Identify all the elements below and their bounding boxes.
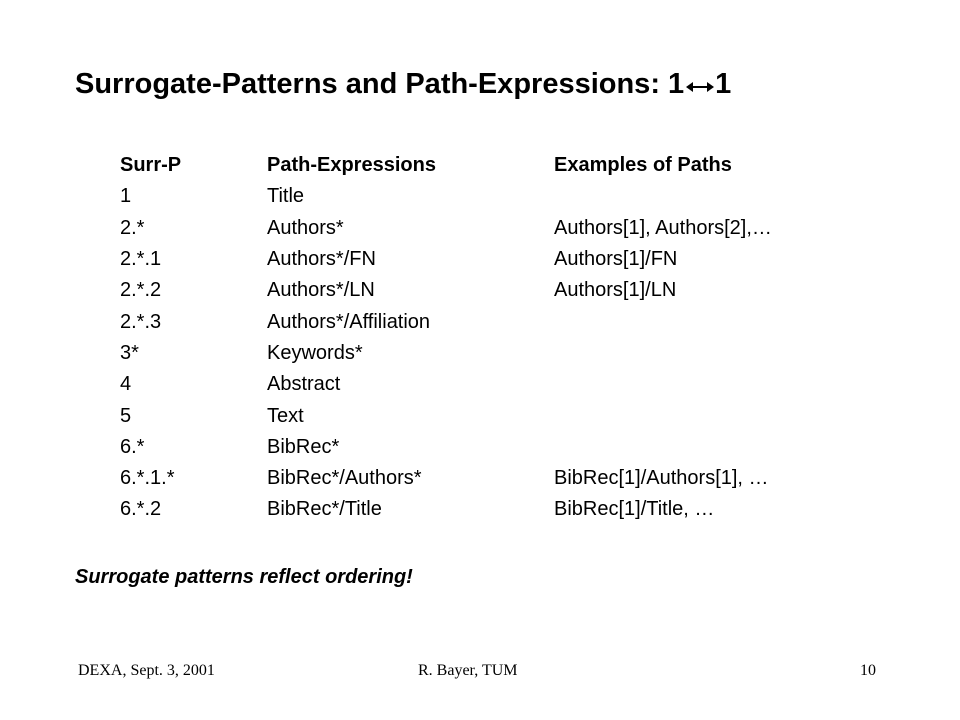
table-row: [120, 244, 854, 275]
table-row: [120, 494, 854, 525]
table-row: [120, 275, 854, 306]
cell-surr-p: 6.*: [120, 435, 145, 458]
cell-surr-p: 1: [120, 185, 132, 208]
cell-surr-p: 2.*.2: [120, 279, 162, 302]
cell-example-path: [554, 306, 854, 337]
slide-title-text: Surrogate-Patterns and Path-Expressions: 1: [75, 68, 685, 100]
cell-surr-p: 2.*.1: [120, 248, 162, 271]
cell-surr-p: 6.*.2: [120, 498, 162, 521]
table-body: [120, 181, 854, 525]
cell-surr-p: 4: [120, 373, 132, 396]
cell-example-path: Authors[1], Authors[2],…: [554, 216, 772, 239]
cell-surr-p: 5: [120, 404, 132, 427]
table-row: [120, 463, 854, 494]
slide-title-end: 1: [715, 68, 732, 100]
cell-example-path: Authors[1]/FN: [554, 248, 678, 271]
slide-title: [75, 68, 731, 101]
cell-path-expression: Authors*/FN: [267, 248, 376, 271]
cell-example-path: BibRec[1]/Authors[1], …: [554, 467, 769, 490]
column-header-path-expressions: Path-Expressions: [267, 154, 436, 177]
left-right-arrow-icon: [686, 72, 714, 92]
cell-surr-p: 6.*.1.*: [120, 467, 175, 490]
cell-example-path: [554, 400, 854, 431]
footer-author: R. Bayer, TUM: [418, 662, 518, 679]
cell-path-expression: BibRec*: [267, 435, 340, 458]
footer-event: DEXA, Sept. 3, 2001: [78, 662, 215, 679]
cell-path-expression: Authors*: [267, 216, 344, 239]
cell-path-expression: BibRec*/Authors*: [267, 467, 422, 490]
cell-example-path: BibRec[1]/Title, …: [554, 498, 715, 521]
table-row: [120, 181, 854, 212]
table-header-row: [120, 150, 854, 181]
table-row: [120, 369, 854, 400]
table-row: [120, 306, 854, 337]
page-number: 10: [860, 662, 876, 679]
table-row: [120, 338, 854, 369]
cell-example-path: [554, 181, 854, 212]
ordering-note: Surrogate patterns reflect ordering!: [75, 566, 413, 588]
cell-example-path: [554, 432, 854, 463]
cell-example-path: [554, 338, 854, 369]
table-row: [120, 432, 854, 463]
cell-path-expression: Abstract: [267, 373, 341, 396]
cell-surr-p: 2.*.3: [120, 310, 162, 333]
cell-path-expression: BibRec*/Title: [267, 498, 382, 521]
cell-path-expression: Authors*/Affiliation: [267, 310, 431, 333]
surrogate-pattern-table: [120, 150, 854, 526]
cell-path-expression: Keywords*: [267, 341, 363, 364]
cell-path-expression: Text: [267, 404, 304, 427]
cell-path-expression: Authors*/LN: [267, 279, 375, 302]
column-header-examples: Examples of Paths: [554, 154, 732, 177]
table-row: [120, 213, 854, 244]
cell-path-expression: Title: [267, 185, 305, 208]
table-row: [120, 400, 854, 431]
cell-example-path: Authors[1]/LN: [554, 279, 677, 302]
cell-example-path: [554, 369, 854, 400]
cell-surr-p: 3*: [120, 341, 139, 364]
column-header-surr-p: Surr-P: [120, 154, 182, 177]
cell-surr-p: 2.*: [120, 216, 145, 239]
